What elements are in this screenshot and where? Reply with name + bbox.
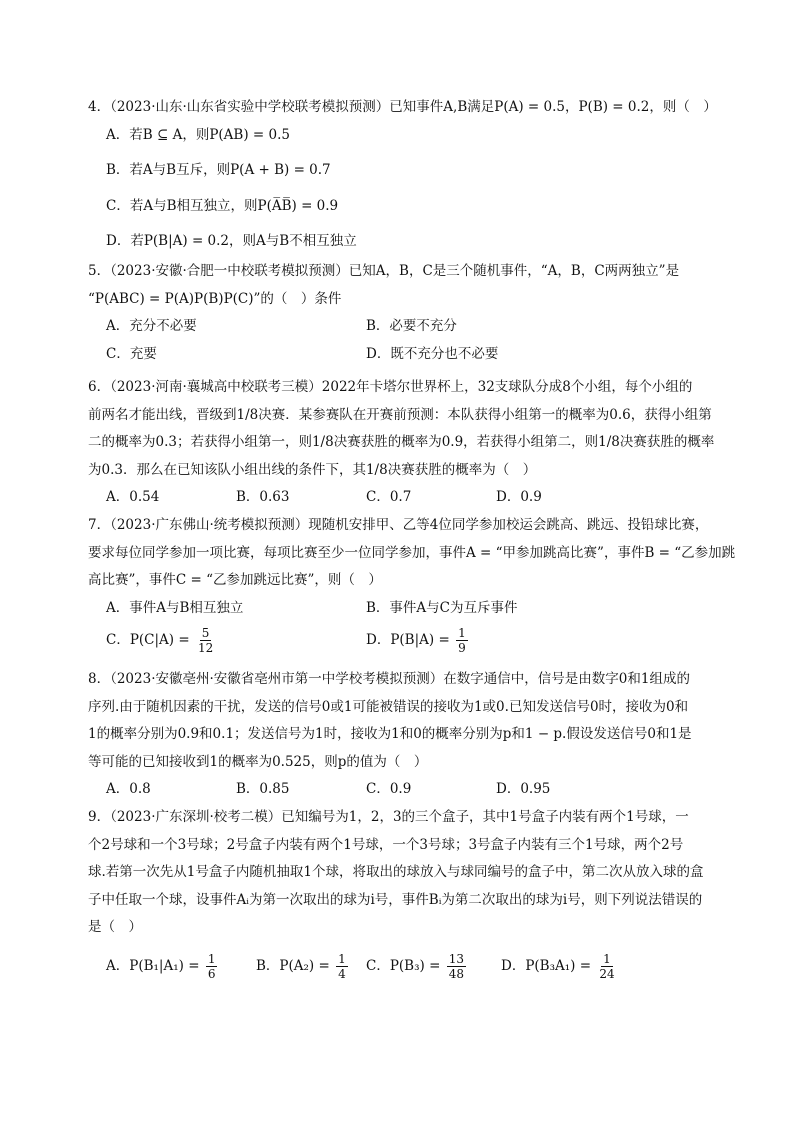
question-6-stem-line: 为0.3．那么在已知该队小组出线的条件下，其1/8决赛获胜的概率为（ ）	[88, 461, 537, 478]
question-5	[88, 258, 728, 368]
fraction	[206, 952, 218, 981]
fraction-numerator: 13	[448, 951, 464, 966]
question-8-stem-line: 1的概率分别为0.9和0.1；发送信号为1时，接收为1和0的概率分别为p和1 − p.假设发送信号0和1是	[88, 726, 692, 742]
question-8-stem-line: 序列.由于随机因素的干扰，发送的信号0或1可能被错误的接收为1或0.已知发送信号0时，接收为0和	[88, 698, 689, 715]
question-4	[88, 94, 728, 256]
question-6-option-d: D．0.9	[496, 489, 542, 505]
question-6-option-b: B．0.63	[236, 489, 290, 505]
question-9-stem-line: 9．（2023·广东深圳·校考二模）已知编号为1，2，3的三个盒子，其中1号盒子内装有两个1号球，一	[88, 809, 689, 825]
question-6-stem-line: 二的概率为0.3；若获得小组第一，则1/8决赛获胜的概率为0.9，若获得小组第二，则1/8决赛获胜的概率	[88, 434, 715, 450]
question-9-option-b	[256, 952, 366, 981]
question-6-option-a: A．0.54	[106, 489, 160, 505]
question-8-option-d: D．0.95	[496, 781, 551, 797]
question-7	[88, 512, 736, 655]
fraction	[456, 626, 468, 655]
question-4-option-c: C．若A与B相互独立，则P(A̅B̅) = 0.9	[106, 197, 339, 214]
question-9-option-a	[106, 952, 256, 981]
question-4-option-d: D．若P(B|A) = 0.2，则A与B不相互独立	[106, 233, 357, 249]
question-7-stem-line: 要求每位同学参加一项比赛，每项比赛至少一位同学参加，事件A = “甲参加跳高比赛”，事件B = “乙参加跳	[88, 544, 736, 561]
question-9-stem-line: 是（ ）	[88, 919, 142, 935]
question-8-stem-line: 等可能的已知接收到1的概率为0.525，则p的值为（ ）	[88, 753, 428, 770]
fraction-denominator: 24	[599, 966, 615, 981]
option-prefix: B．P(A₂) =	[256, 957, 330, 974]
fraction-denominator: 6	[207, 966, 216, 981]
fraction-numerator: 1	[207, 951, 216, 966]
question-8-option-c: C．0.9	[366, 781, 412, 797]
question-7-option-a: A．事件A与B相互独立	[106, 599, 244, 616]
fraction	[196, 626, 215, 655]
fraction-numerator: 5	[201, 626, 210, 640]
question-6-stem-line: 6．（2023·河南·襄城高中校联考三模）2022年卡塔尔世界杯上，32支球队分成8个小组，每个小组的	[88, 379, 693, 395]
question-5-option-c: C．充要	[106, 345, 157, 362]
fraction	[597, 952, 616, 981]
question-9-stem-line: 个2号球和一个3号球；2号盒子内装有两个1号球，一个3号球；3号盒子内装有三个1号球，两个2号	[88, 836, 684, 853]
question-7-stem-line: 高比赛”，事件C = “乙参加跳远比赛”，则（ ）	[88, 572, 382, 588]
question-5-option-a: A．充分不必要	[106, 318, 197, 334]
question-8-stem-line: 8．（2023·安徽亳州·安徽省亳州市第一中学校考模拟预测）在数字通信中，信号是由数字0和1组成的	[88, 671, 690, 687]
question-6	[88, 374, 728, 512]
question-5-option-d: D．既不充分也不必要	[366, 345, 499, 362]
option-prefix: C．P(C|A) =	[106, 632, 190, 648]
fraction-denominator: 48	[448, 966, 464, 981]
question-6-option-c: C．0.7	[366, 489, 412, 505]
question-5-option-b: B．必要不充分	[366, 318, 457, 334]
fraction-numerator: 1	[458, 626, 466, 640]
fraction-numerator: 1	[603, 951, 611, 966]
question-7-stem-line: 7．（2023·广东佛山·统考模拟预测）现随机安排甲、乙等4位同学参加校运会跳高、跳远、投铅球比赛，	[88, 517, 709, 533]
fraction-numerator: 1	[338, 951, 346, 966]
option-prefix: A．P(B₁|A₁) =	[106, 957, 200, 974]
fraction-denominator: 12	[197, 641, 214, 655]
question-7-option-c	[106, 626, 366, 655]
option-prefix: C．P(B₃) =	[366, 957, 441, 974]
question-5-stem-line: 5．（2023·安徽·合肥一中校联考模拟预测）已知A，B，C是三个随机事件，“A，B，C两两独立”是	[88, 263, 680, 279]
question-8	[88, 666, 728, 804]
option-prefix: D．P(B|A) =	[366, 632, 450, 648]
question-9	[88, 804, 728, 981]
option-prefix: D．P(B₃A₁) =	[501, 957, 592, 974]
question-8-option-b: B．0.85	[236, 781, 290, 797]
question-5-stem-line: “P(ABC) = P(A)P(B)P(C)”的（ ）条件	[88, 290, 342, 307]
question-9-stem-line: 子中任取一个球，设事件Aᵢ为第一次取出的球为i号，事件Bᵢ为第二次取出的球为i号，则下列说法错误的	[88, 891, 703, 908]
question-9-option-c	[366, 952, 501, 981]
fraction-denominator: 9	[458, 641, 466, 655]
question-7-option-b: B．事件A与C为互斥事件	[366, 599, 518, 616]
question-9-option-d	[501, 952, 651, 981]
question-6-stem-line: 前两名才能出线，晋级到1/8决赛．某参赛队在开赛前预测：本队获得小组第一的概率为0.6，获得小组第	[88, 406, 712, 423]
question-4-stem: 4．（2023·山东·山东省实验中学校联考模拟预测）已知事件A,B满足P(A) = 0.5，P(B) = 0.2，则（ ）	[88, 99, 717, 115]
question-4-option-a: A．若B ⊆ A，则P(AB) = 0.5	[106, 126, 290, 143]
question-4-option-b: B．若A与B互斥，则P(A + B) = 0.7	[106, 162, 331, 178]
fraction	[447, 952, 466, 981]
fraction	[336, 952, 348, 981]
question-8-option-a: A．0.8	[106, 781, 151, 797]
question-9-stem-line: 球.若第一次先从1号盒子内随机抽取1个球，将取出的球放入与球同编号的盒子中，第二次从放入球的盒	[88, 864, 704, 880]
fraction-denominator: 4	[338, 966, 346, 981]
question-7-option-d	[366, 626, 626, 655]
